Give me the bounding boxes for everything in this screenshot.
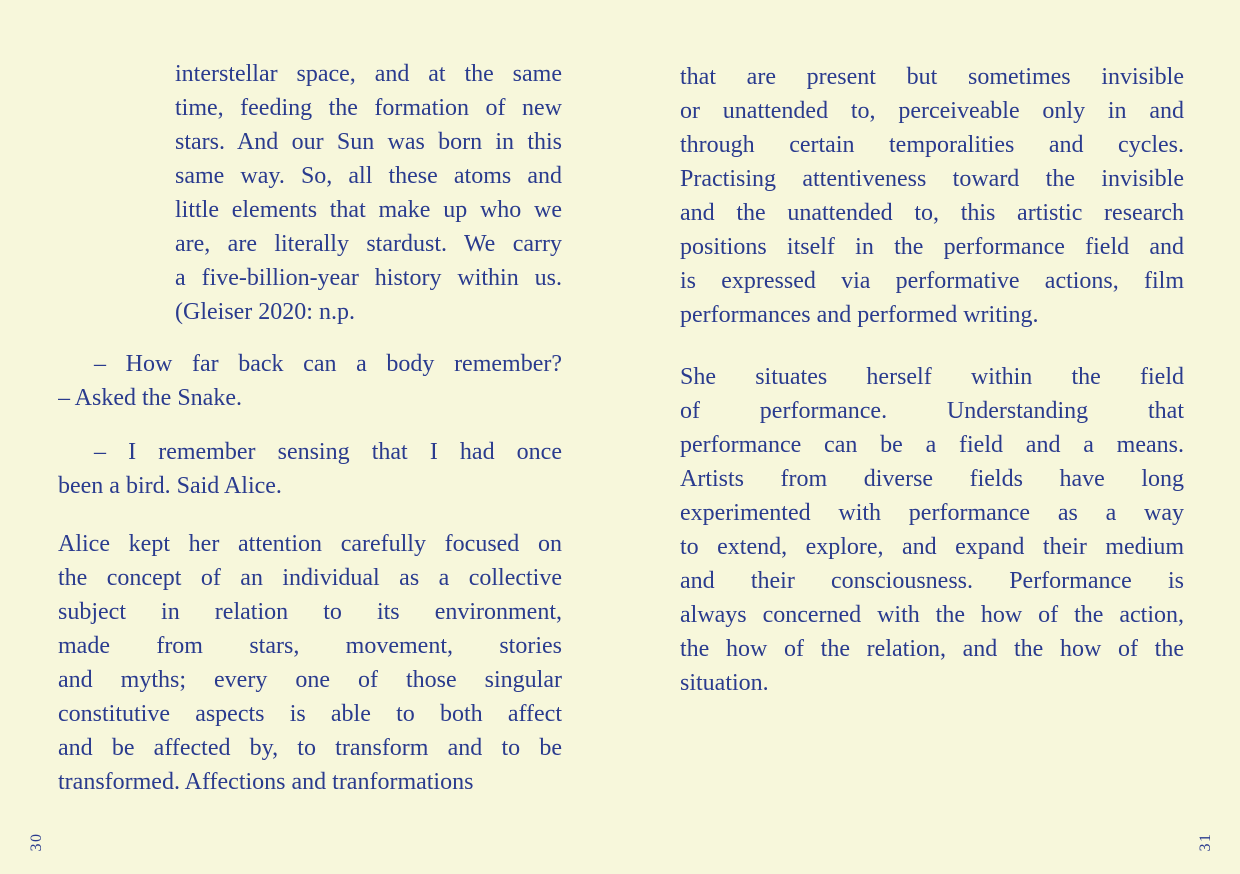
text-line: positions itself in the performance field and (680, 234, 1184, 260)
text-line: (Gleiser 2020: n.p. (175, 299, 355, 325)
text-line: interstellar space, and at the same (175, 61, 562, 87)
text-line: Alice kept her attention carefully focused on (58, 531, 562, 557)
page-number-left: 30 (28, 832, 45, 852)
text-line: that are present but sometimes invisible (680, 64, 1184, 90)
text-line: same way. So, all these atoms and (175, 163, 562, 189)
text-line: She situates herself within the field (680, 364, 1184, 390)
left-page (58, 57, 562, 799)
text-line: time, feeding the formation of new (175, 95, 562, 121)
text-line: little elements that make up who we (175, 197, 562, 223)
text-line: the concept of an individual as a collective (58, 565, 562, 591)
text-line: – Asked the Snake. (58, 385, 242, 411)
paragraph-artistic-research (680, 60, 1184, 332)
text-line: performances and performed writing. (680, 302, 1039, 328)
text-line: the how of the relation, and the how of the (680, 636, 1184, 662)
text-line: to extend, explore, and expand their medium (680, 534, 1184, 560)
text-line: Practising attentiveness toward the invisible (680, 166, 1184, 192)
text-line: and be affected by, to transform and to be (58, 735, 562, 761)
text-line: – I remember sensing that I had once (94, 439, 562, 465)
text-line: been a bird. Said Alice. (58, 473, 282, 499)
dialogue-alice (58, 435, 562, 503)
text-line: and their consciousness. Performance is (680, 568, 1184, 594)
text-line: is expressed via performative actions, film (680, 268, 1184, 294)
text-line: transformed. Affections and tranformations (58, 769, 474, 795)
text-line: Artists from diverse fields have long (680, 466, 1184, 492)
text-line: of performance. Understanding that (680, 398, 1184, 424)
right-page (680, 60, 1184, 700)
text-line: experimented with performance as a way (680, 500, 1184, 526)
text-line: subject in relation to its environment, (58, 599, 562, 625)
text-line: always concerned with the how of the action, (680, 602, 1184, 628)
text-line: or unattended to, perceiveable only in and (680, 98, 1184, 124)
body-paragraph-alice-attention (58, 527, 562, 799)
text-line: situation. (680, 670, 769, 696)
text-line: constitutive aspects is able to both affect (58, 701, 562, 727)
text-line: are, are literally stardust. We carry (175, 231, 562, 257)
text-line: through certain temporalities and cycles. (680, 132, 1184, 158)
paragraph-field-of-performance (680, 360, 1184, 700)
block-quote-gleiser (175, 57, 562, 329)
text-line: made from stars, movement, stories (58, 633, 562, 659)
text-line: stars. And our Sun was born in this (175, 129, 562, 155)
text-line: a five-billion-year history within us. (175, 265, 562, 291)
text-line: and myths; every one of those singular (58, 667, 562, 693)
dialogue-snake (58, 347, 562, 415)
text-line: performance can be a field and a means. (680, 432, 1184, 458)
text-line: and the unattended to, this artistic research (680, 200, 1184, 226)
text-line: – How far back can a body remember? (94, 351, 562, 377)
page-number-right: 31 (1197, 832, 1214, 852)
